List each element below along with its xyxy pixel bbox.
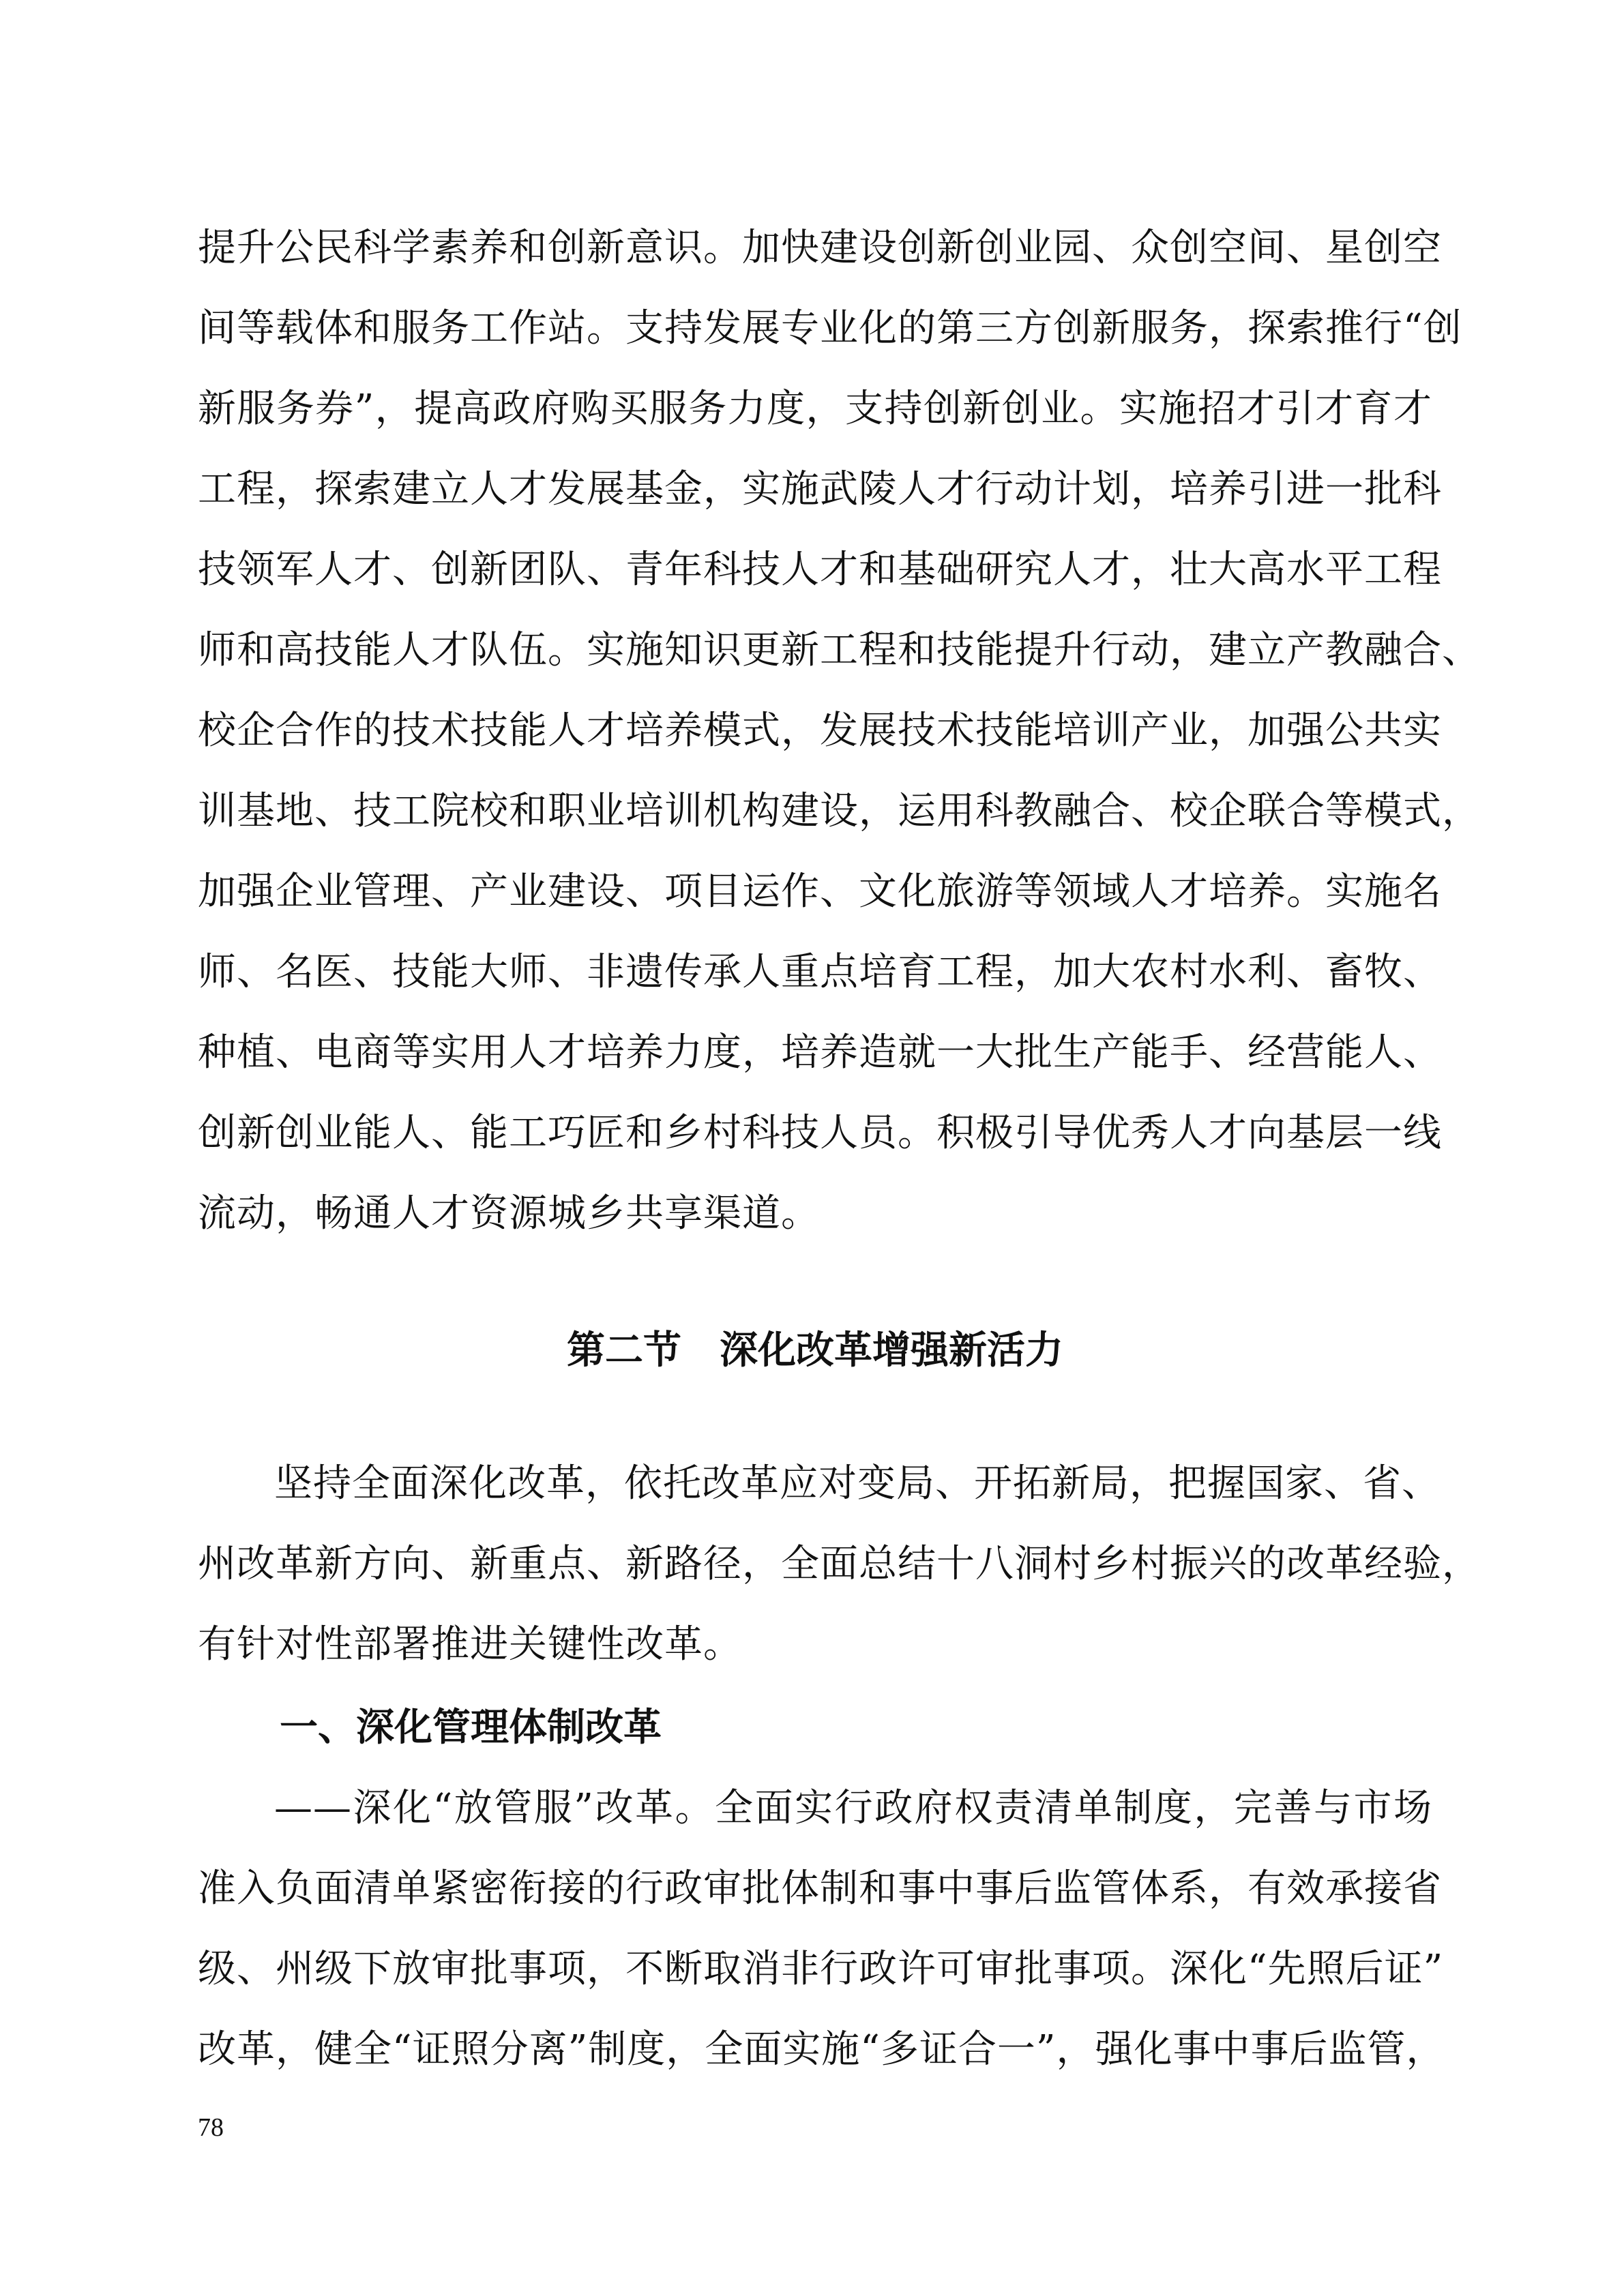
paragraph-line: 新服务券”，提高政府购买服务力度，支持创新创业。实施招才引才育才 bbox=[198, 387, 1432, 431]
paragraph-line: 级、州级下放审批事项，不断取消非行政许可审批事项。深化“先照后证” bbox=[198, 1947, 1444, 1991]
paragraph-line: 州改革新方向、新重点、新路径，全面总结十八洞村乡村振兴的改革经验， bbox=[198, 1542, 1481, 1586]
paragraph-line: 准入负面清单紧密衔接的行政审批体制和事中事后监管体系，有效承接省 bbox=[198, 1866, 1442, 1911]
paragraph-line: 创新创业能人、能工巧匠和乡村科技人员。积极引导优秀人才向基层一线 bbox=[198, 1111, 1442, 1155]
section-heading: 第二节 深化改革增强新活力 bbox=[567, 1328, 1063, 1373]
paragraph-line: 技领军人才、创新团队、青年科技人才和基础研究人才，壮大高水平工程 bbox=[198, 548, 1442, 592]
paragraph-line: ——深化“放管服”改革。全面实行政府权责清单制度，完善与市场 bbox=[274, 1786, 1432, 1830]
paragraph-line: 加强企业管理、产业建设、项目运作、文化旅游等领域人才培养。实施名 bbox=[198, 869, 1442, 914]
paragraph-line: 师、名医、技能大师、非遗传承人重点培育工程，加大农村水利、畜牧、 bbox=[198, 950, 1442, 994]
paragraph-line: 坚持全面深化改革，依托改革应对变局、开拓新局，把握国家、省、 bbox=[274, 1461, 1441, 1506]
page-number: 78 bbox=[198, 2113, 224, 2142]
paragraph-line: 流动，畅通人才资源城乡共享渠道。 bbox=[198, 1191, 820, 1236]
subsection-heading: 一、深化管理体制改革 bbox=[280, 1705, 662, 1750]
paragraph-line: 校企合作的技术技能人才培养模式，发展技术技能培训产业，加强公共实 bbox=[198, 709, 1442, 753]
paragraph-line: 间等载体和服务工作站。支持发展专业化的第三方创新服务，探索推行“创 bbox=[198, 306, 1462, 351]
paragraph-line: 提升公民科学素养和创新意识。加快建设创新创业园、众创空间、星创空 bbox=[198, 226, 1442, 270]
paragraph-line: 工程，探索建立人才发展基金，实施武陵人才行动计划，培养引进一批科 bbox=[198, 467, 1442, 511]
paragraph-line: 训基地、技工院校和职业培训机构建设，运用科教融合、校企联合等模式， bbox=[198, 789, 1481, 833]
paragraph-line: 种植、电商等实用人才培养力度，培养造就一大批生产能手、经营能人、 bbox=[198, 1030, 1442, 1075]
paragraph-line: 改革，健全“证照分离”制度，全面实施“多证合一”，强化事中事后监管， bbox=[198, 2027, 1445, 2072]
paragraph-line: 师和高技能人才队伍。实施知识更新工程和技能提升行动，建立产教融合、 bbox=[198, 628, 1481, 672]
paragraph-line: 有针对性部署推进关键性改革。 bbox=[198, 1622, 742, 1667]
